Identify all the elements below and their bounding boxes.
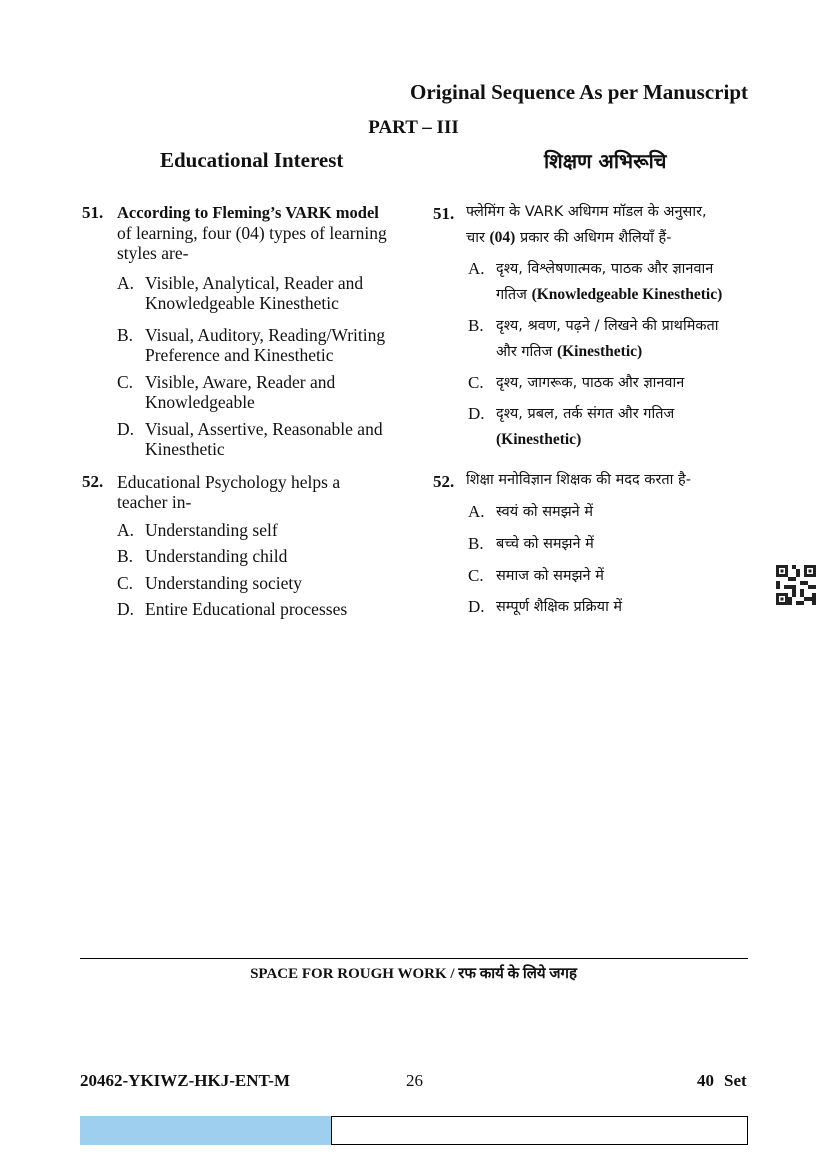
question-number: 52. xyxy=(433,472,455,491)
page-number: 26 xyxy=(406,1071,423,1090)
qr-code xyxy=(776,565,816,605)
rough-work-divider xyxy=(80,958,748,959)
footer-answer-box xyxy=(331,1116,748,1145)
part-heading: PART – III xyxy=(368,117,459,138)
question-stem: फ्लेमिंग के VARK अधिगम मॉडल के अनुसार, चार (04) प्रकार की अधिगम शैलियाँ हैं- xyxy=(466,204,707,246)
sequence-title: Original Sequence As per Manuscript xyxy=(410,80,748,104)
section-title-english: Educational Interest xyxy=(160,148,344,172)
set-label: Set xyxy=(724,1071,747,1090)
question-52-hindi: 52. शिक्षा मनोविज्ञान शिक्षक की मदद करता है- A. स्वयं को समझने में B. बच्चे को समझने में C. समाज को समझने में D. सम्पूर्ण शैक्षिक प्रक्रिया में xyxy=(433,467,753,627)
question-number: 51. xyxy=(433,204,455,223)
set-number: 40 xyxy=(697,1071,714,1090)
question-number: 51. xyxy=(82,203,104,222)
question-51-english: 51. According to Fleming’s VARK model of learning, four (04) types of learning styles are- A. Visible, Analytical, Reader and Knowledgeable Kinesthetic B. Visual, Auditory, Reading/Writing Preference and Kinesthetic C. Visible, Aware, Reader and Knowledgeable D. Visual, Assertive, Reasonable and Kinesthetic xyxy=(82,203,387,459)
question-51-hindi: 51. फ्लेमिंग के VARK अधिगम मॉडल के अनुसार, चार (04) प्रकार की अधिगम शैलियाँ हैं- A. दृश्य, विश्लेषणात्मक, पाठक और ज्ञानवान गतिज (Knowledgeable Kinesthetic) B. दृश्य, श्रवण, पढ़ने / लिखने की प्राथमिकता और गतिज (Kinesthetic) C. दृश्य, जागरूक, पाठक और ज्ञानवान D. दृश्य, प्रबल, तर्क संगत और गतिज (Kinesthetic) xyxy=(433,199,753,459)
rough-work-label: SPACE FOR ROUGH WORK / रफ कार्य के लिये जगह xyxy=(250,966,577,982)
question-stem: शिक्षा मनोविज्ञान शिक्षक की मदद करता है- xyxy=(466,472,691,488)
paper-code: 20462-YKIWZ-HKJ-ENT-M xyxy=(80,1071,290,1090)
question-stem: According to Fleming’s VARK model of learning, four (04) types of learning styles are- xyxy=(117,203,387,263)
section-title-hindi: शिक्षण अभिरूचि xyxy=(544,149,667,173)
footer-color-bar xyxy=(80,1116,331,1145)
question-stem: Educational Psychology helps a teacher in- xyxy=(117,472,341,512)
question-number: 52. xyxy=(82,472,104,491)
question-52-english: 52. Educational Psychology helps a teacher in- A. Understanding self B. Understanding child C. Understanding society D. Entire Educational processes xyxy=(82,472,348,619)
